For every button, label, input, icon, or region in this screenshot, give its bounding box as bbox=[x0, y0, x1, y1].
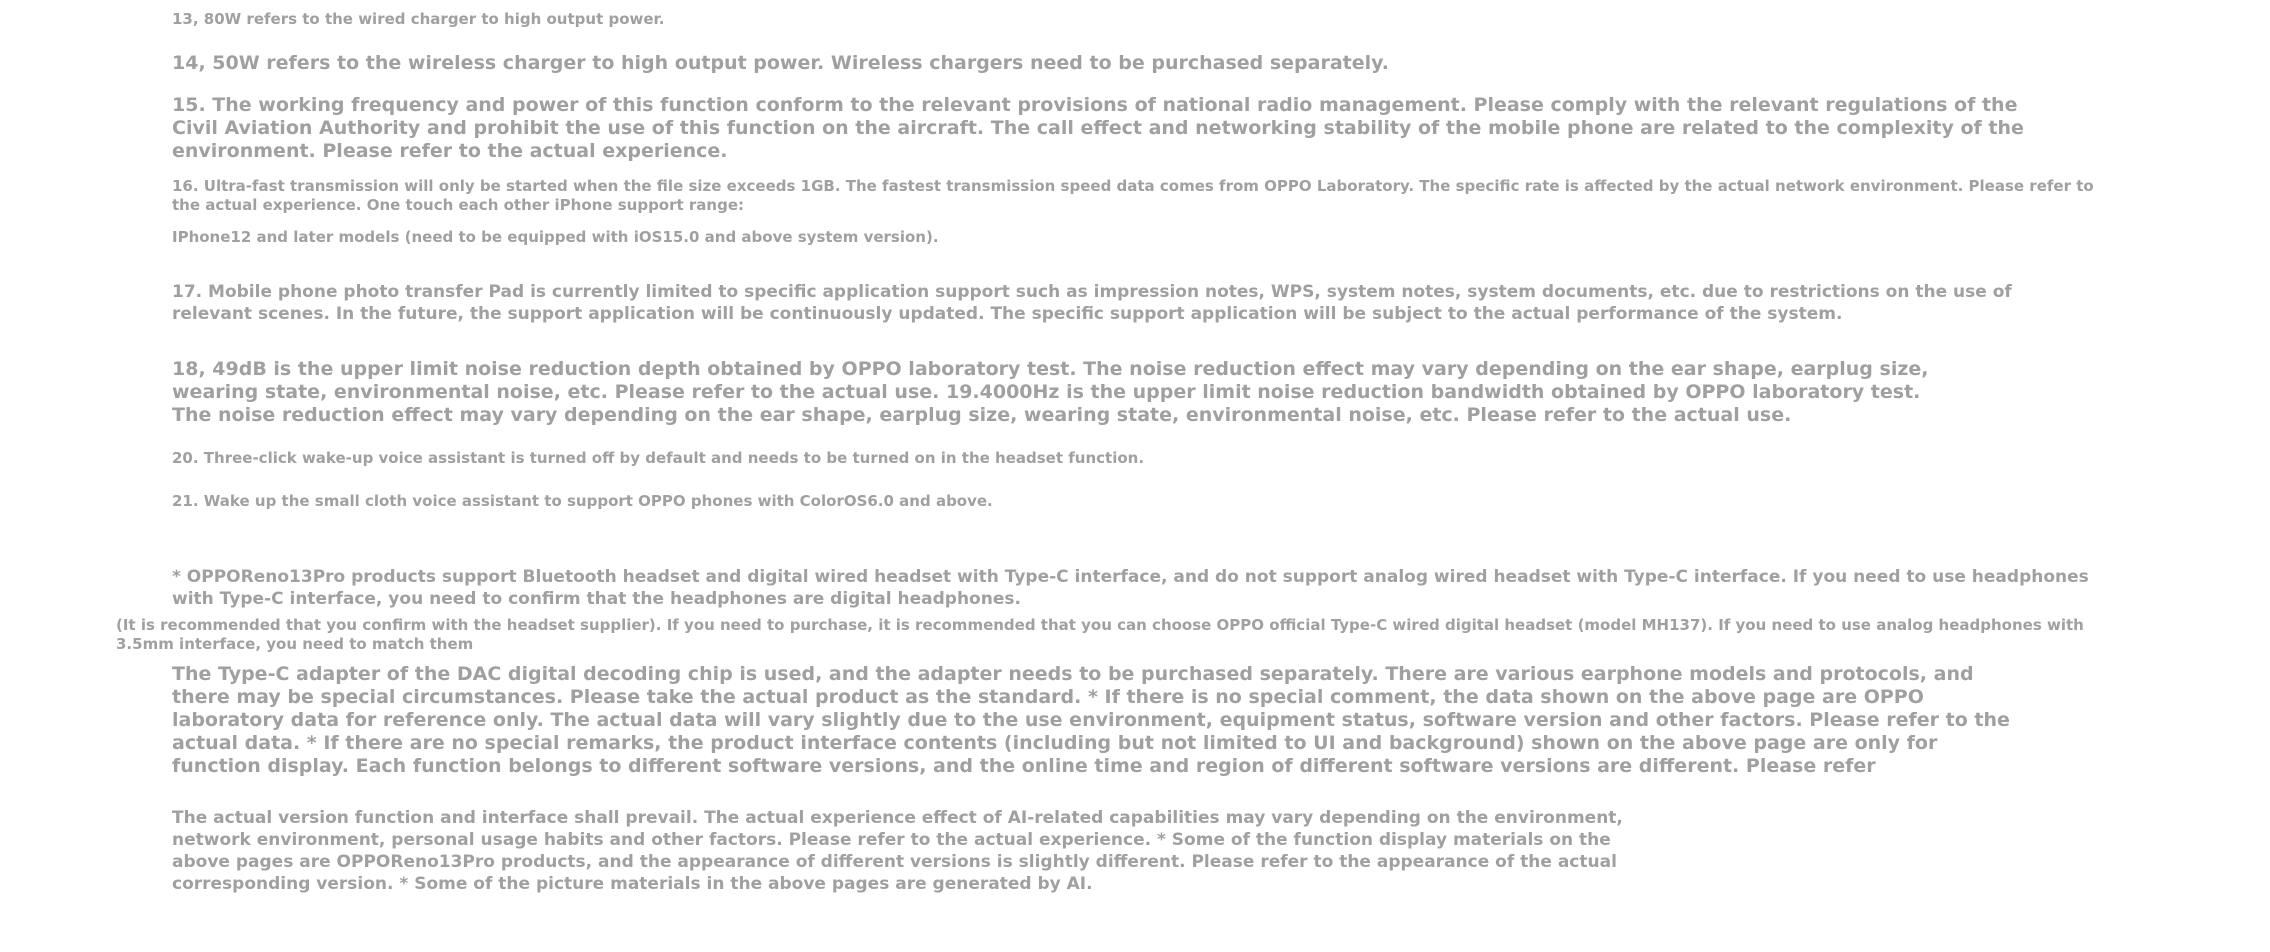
footnote-15: 15. The working frequency and power of this function conform to the relevant provisions of national radio management. Please comply with the relevant regulations of the Civil Aviation Authority and prohibit the use of this function on the aircraft. The call effect and networking stability of the mobile phone are related to the complexity of the environment. Please refer to the actual experience. bbox=[172, 94, 2024, 162]
footnote-18-19: 18, 49dB is the upper limit noise reduction depth obtained by OPPO laboratory test. The noise reduction effect may vary depending on the ear shape, earplug size, wearing state, environmental noise, etc. Please refer to the actual use. 19.4000Hz is the upper limit noise reduction bandwidth obtained by OPPO laboratory test. The noise reduction effect may vary depending on the ear shape, earplug size, wearing state, environmental noise, etc. Please refer to the actual use. bbox=[172, 358, 1929, 426]
headset-recommendation-note: (It is recommended that you confirm with the headset supplier). If you need to purchase, it is recommended that you can choose OPPO official Type-C wired digital headset (model MH137). If you need to use analog headphones with 3.5mm interface, you need to match them bbox=[116, 616, 2084, 653]
actual-version-disclaimer: The actual version function and interface shall prevail. The actual experience effect of AI-related capabilities may vary depending on the environment, network environment, personal usage habits and other factors. Please refer to the actual experience. * Some of the function display materials on the above pages are OPPOReno13Pro products, and the appearance of different versions is slightly different. Please refer to the appearance of the actual corresponding version. * Some of the picture materials in the above pages are generated by AI. bbox=[172, 808, 1623, 894]
footnote-13: 13, 80W refers to the wired charger to high output power. bbox=[172, 10, 665, 28]
footnote-17: 17. Mobile phone photo transfer Pad is currently limited to specific application support such as impression notes, WPS, system notes, system documents, etc. due to restrictions on the use of relevant scenes. In the future, the support application will be continuously updated. The specific support application will be subject to the actual performance of the system. bbox=[172, 282, 2012, 324]
headset-support-note: * OPPOReno13Pro products support Bluetooth headset and digital wired headset with Type-C interface, and do not support analog wired headset with Type-C interface. If you need to use headphones with Type-C interface, you need to confirm that the headphones are digital headphones. bbox=[172, 567, 2089, 609]
footnote-21: 21. Wake up the small cloth voice assistant to support OPPO phones with ColorOS6.0 and above. bbox=[172, 492, 993, 510]
footnote-16: 16. Ultra-fast transmission will only be started when the file size exceeds 1GB. The fastest transmission speed data comes from OPPO Laboratory. The specific rate is affected by the actual network environment. Please refer to the actual experience. One touch each other iPhone support range: bbox=[172, 177, 2094, 214]
footnote-16-iphone-range: IPhone12 and later models (need to be equipped with iOS15.0 and above system version). bbox=[172, 228, 939, 246]
adapter-and-data-disclaimer: The Type-C adapter of the DAC digital decoding chip is used, and the adapter needs to be purchased separately. There are various earphone models and protocols, and there may be special circumstances. Please take the actual product as the standard. * If there is no special comment, the data shown on the above page are OPPO laboratory data for reference only. The actual data will vary slightly due to the use environment, equipment status, software version and other factors. Please refer to the actual data. * If there are no special remarks, the product interface contents (including but not limited to UI and background) shown on the above page are only for function display. Each function belongs to different software versions, and the online time and region of different software versions are different. Please refer bbox=[172, 663, 2010, 777]
footnote-20: 20. Three-click wake-up voice assistant is turned off by default and needs to be turned on in the headset function. bbox=[172, 449, 1145, 467]
footnote-14: 14, 50W refers to the wireless charger to high output power. Wireless chargers need to be purchased separately. bbox=[172, 52, 1390, 74]
